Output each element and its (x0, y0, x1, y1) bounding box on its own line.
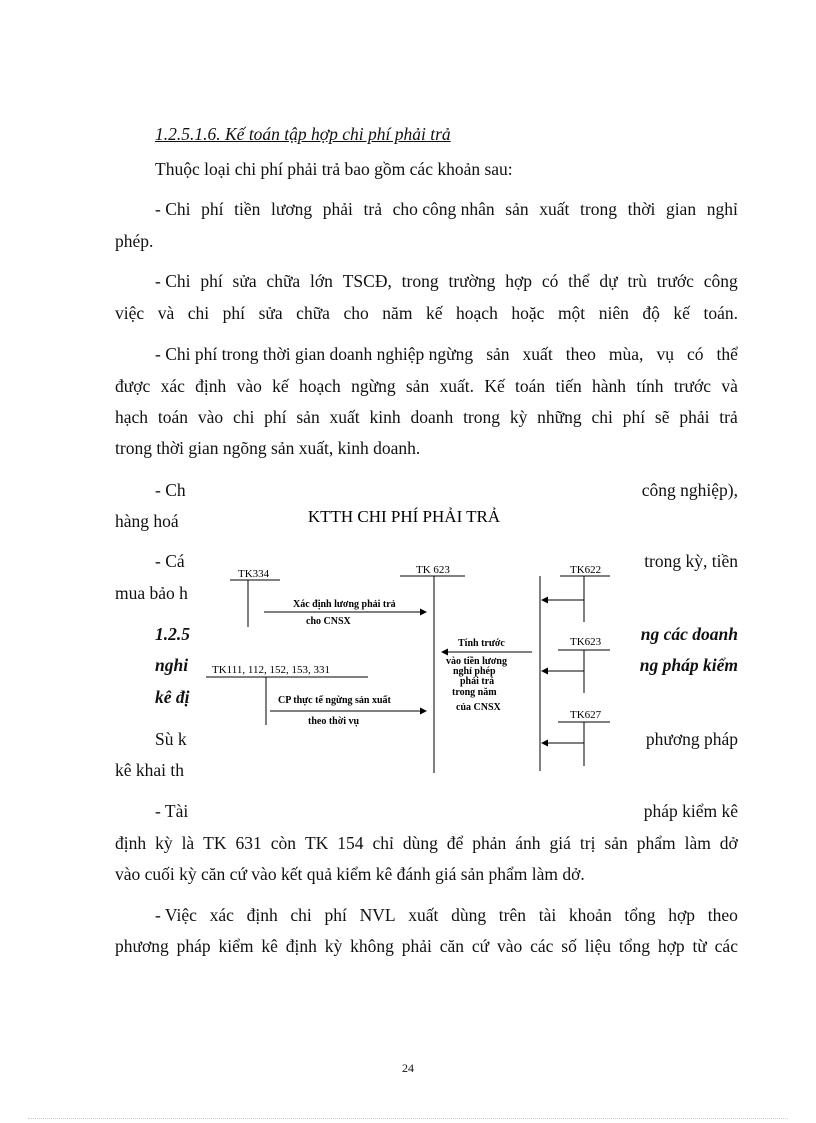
frag-g-left: kê đị (155, 687, 190, 707)
frag-h-right: phương pháp (645, 729, 738, 749)
frag-c-left: - Cá (155, 551, 185, 571)
arrow3-label-line1: Tính trước (458, 638, 505, 649)
arrow2-label-line1: CP thực tế ngừng sản xuất (278, 695, 391, 706)
p3-line3: hạch toán vào chi phí sản xuất kinh doanh trong kỳ những chi phí sẽ phải trả (115, 407, 738, 427)
p5-line1: định kỳ là TK 631 còn TK 154 chỉ dùng để phản ánh giá trị sản phẩm làm dở (115, 833, 738, 853)
p2-line2: việc và chi phí sửa chữa cho năm kế hoạch hoặc một niên độ kế toán. (115, 303, 738, 323)
diagram-title: KTTH CHI PHÍ PHẢI TRẢ (307, 507, 501, 526)
frag-j-right: pháp kiểm kê (643, 801, 738, 821)
arrow3-label-line3: nghỉ phép (453, 666, 496, 677)
accrued-expense-diagram (190, 491, 620, 781)
p6-line2: phương pháp kiểm kê định kỳ không phải căn cứ vào các số liệu tổng hợp từ các (115, 936, 738, 956)
tk627-label: TK627 (570, 709, 602, 721)
p2-line1: - Chi phí sửa chữa lớn TSCĐ, trong trường hợp có thể dự trù trước công (155, 271, 738, 291)
page-number: 24 (402, 1061, 414, 1075)
frag-i-left: kê khai th (115, 760, 185, 780)
frag-b-left: hàng hoá (115, 511, 179, 531)
section-heading: 1.2.5.1.6. Kế toán tập hợp chi phí phải trả (155, 124, 451, 144)
p6-line1: - Việc xác định chi phí NVL xuất dùng trên tài khoản tổng hợp theo (155, 905, 738, 925)
arrow3-label-line5: trong năm (452, 687, 497, 698)
frag-j-left: - Tài (155, 801, 189, 821)
arrow3-label-line4: phải trả (460, 676, 495, 687)
arrow3-label-line6: của CNSX (456, 702, 501, 713)
arrow1-label-line1: Xác định lương phải trả (293, 599, 396, 610)
page-bottom-divider (28, 1118, 788, 1119)
frag-e-left: 1.2.5 (155, 624, 190, 644)
frag-f-left: nghi (155, 655, 189, 675)
frag-e-right: ng các doanh (640, 624, 738, 644)
p1-line1: - Chi phí tiền lương phải trả cho công nhân sản xuất trong thời gian nghỉ (155, 199, 738, 219)
p3-line4: trong thời gian ngõng sản xuất, kinh doanh. (115, 438, 421, 458)
frag-a-right: công nghiệp), (641, 480, 738, 500)
arrow3-label-line2: vào tiền lương (446, 656, 507, 667)
tk623-right-label: TK623 (570, 636, 602, 648)
intro-text: Thuộc loại chi phí phải trả bao gồm các khoản sau: (155, 159, 513, 179)
frag-h-left: Sù k (155, 729, 187, 749)
arrow1-label-line2: cho CNSX (306, 616, 351, 627)
p1-line2: phép. (115, 231, 154, 251)
arrow2-label-line2: theo thời vụ (308, 716, 360, 727)
tk334-label: TK334 (238, 568, 270, 580)
tk623-main-label: TK 623 (416, 564, 450, 576)
p3-line2: được xác định vào kế hoạch ngừng sản xuất. Kế toán tiến hành tính trước và (115, 376, 738, 396)
p5-line2: vào cuối kỳ căn cứ vào kết quả kiểm kê đánh giá sản phẩm làm dở. (115, 864, 585, 884)
p3-line1: - Chi phí trong thời gian doanh nghiệp ngừng sản xuất theo mùa, vụ có thể (155, 344, 738, 364)
tk111-label: TK111, 112, 152, 153, 331 (212, 664, 330, 676)
frag-a-left: - Ch (155, 480, 186, 500)
frag-f-right: ng pháp kiểm (639, 655, 738, 675)
tk622-label: TK622 (570, 564, 602, 576)
frag-d-left: mua bảo h (115, 583, 188, 603)
frag-c-right: trong kỳ, tiền (644, 551, 738, 571)
